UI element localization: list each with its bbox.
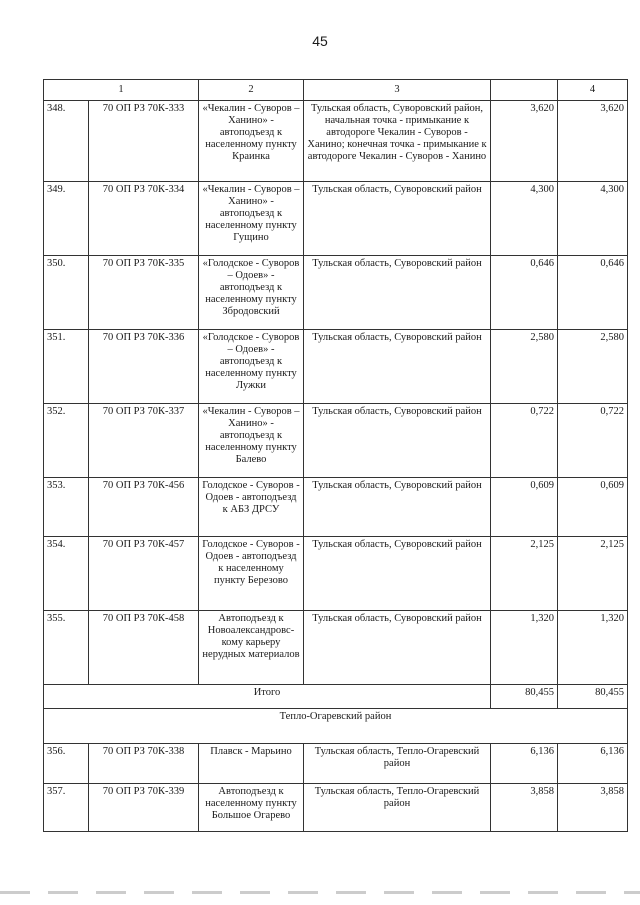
subtotal-label: Итого <box>44 685 491 709</box>
road-code: 70 ОП РЗ 70К-458 <box>89 611 199 685</box>
road-name: Автоподъезд к населенному пункту Большое Огарево <box>199 784 304 832</box>
road-code: 70 ОП РЗ 70К-456 <box>89 478 199 537</box>
road-total: 2,125 <box>558 537 628 611</box>
road-name: Плавск - Марьино <box>199 744 304 784</box>
road-length: 2,580 <box>491 330 558 404</box>
table-row <box>44 478 628 537</box>
row-number: 355. <box>44 611 89 685</box>
road-location: Тульская область, Суворовский район <box>304 182 491 256</box>
road-location: Тульская область, Суворовский район, начальная точка - примыкание к автодороге Чекалин - Суворов - Ханино; конечная точка - примыкание к автодороге Чекалин - Суворов - Ханино <box>304 101 491 182</box>
table-row <box>44 744 628 784</box>
road-code: 70 ОП РЗ 70К-336 <box>89 330 199 404</box>
column-header-3: 3 <box>304 80 491 101</box>
table-row <box>44 611 628 685</box>
road-location: Тульская область, Суворовский район <box>304 537 491 611</box>
section-title: Тепло-Огаревский район <box>44 709 628 744</box>
road-name: «Чекалин - Суворов – Ханино» - автоподъезд к населенному пункту Балево <box>199 404 304 478</box>
road-name: «Чекалин - Суворов – Ханино» - автоподъезд к населенному пункту Гущино <box>199 182 304 256</box>
road-total: 0,646 <box>558 256 628 330</box>
road-code: 70 ОП РЗ 70К-333 <box>89 101 199 182</box>
row-number: 350. <box>44 256 89 330</box>
road-length: 0,609 <box>491 478 558 537</box>
table-row <box>44 182 628 256</box>
section-row <box>44 709 628 744</box>
column-header-2: 2 <box>199 80 304 101</box>
road-length: 0,646 <box>491 256 558 330</box>
row-number: 351. <box>44 330 89 404</box>
road-code: 70 ОП РЗ 70К-335 <box>89 256 199 330</box>
road-location: Тульская область, Суворовский район <box>304 404 491 478</box>
road-location: Тульская область, Суворовский район <box>304 478 491 537</box>
table-row <box>44 404 628 478</box>
road-name: Голодское - Суворов - Одоев - автоподъезд к населенному пункту Березово <box>199 537 304 611</box>
road-total: 0,609 <box>558 478 628 537</box>
column-header-4: 4 <box>558 80 628 101</box>
road-name: Голодское - Суворов - Одоев - автоподъезд к АБЗ ДРСУ <box>199 478 304 537</box>
road-code: 70 ОП РЗ 70К-338 <box>89 744 199 784</box>
road-location: Тульская область, Суворовский район <box>304 611 491 685</box>
road-name: «Чекалин - Суворов – Ханино» - автоподъезд к населенному пункту Краинка <box>199 101 304 182</box>
road-length: 2,125 <box>491 537 558 611</box>
road-length: 4,300 <box>491 182 558 256</box>
road-name: Автоподъезд к Новоалександровс-кому карьеру нерудных материалов <box>199 611 304 685</box>
page-number: 45 <box>312 33 328 49</box>
road-total: 1,320 <box>558 611 628 685</box>
road-total: 3,858 <box>558 784 628 832</box>
scan-artifact-line <box>0 891 640 894</box>
road-length: 0,722 <box>491 404 558 478</box>
subtotal-length: 80,455 <box>491 685 558 709</box>
road-location: Тульская область, Тепло-Огаревский район <box>304 744 491 784</box>
road-code: 70 ОП РЗ 70К-337 <box>89 404 199 478</box>
road-code: 70 ОП РЗ 70К-457 <box>89 537 199 611</box>
row-number: 354. <box>44 537 89 611</box>
roads-table <box>43 79 628 832</box>
road-location: Тульская область, Суворовский район <box>304 330 491 404</box>
road-code: 70 ОП РЗ 70К-334 <box>89 182 199 256</box>
subtotal-row <box>44 685 628 709</box>
column-header-3-value <box>491 80 558 101</box>
row-number: 353. <box>44 478 89 537</box>
road-total: 0,722 <box>558 404 628 478</box>
row-number: 348. <box>44 101 89 182</box>
road-location: Тульская область, Суворовский район <box>304 256 491 330</box>
road-length: 3,620 <box>491 101 558 182</box>
column-header-row <box>44 80 628 101</box>
column-header-1: 1 <box>44 80 199 101</box>
road-total: 6,136 <box>558 744 628 784</box>
road-name: «Голодское - Суворов – Одоев» - автоподъезд к населенному пункту Збродовский <box>199 256 304 330</box>
road-length: 3,858 <box>491 784 558 832</box>
table-row <box>44 101 628 182</box>
table-row <box>44 537 628 611</box>
row-number: 357. <box>44 784 89 832</box>
road-name: «Голодское - Суворов – Одоев» - автоподъезд к населенному пункту Лужки <box>199 330 304 404</box>
row-number: 356. <box>44 744 89 784</box>
road-total: 2,580 <box>558 330 628 404</box>
road-length: 6,136 <box>491 744 558 784</box>
row-number: 349. <box>44 182 89 256</box>
road-length: 1,320 <box>491 611 558 685</box>
table-row <box>44 784 628 832</box>
road-total: 3,620 <box>558 101 628 182</box>
subtotal-total: 80,455 <box>558 685 628 709</box>
table-row <box>44 330 628 404</box>
road-location: Тульская область, Тепло-Огаревский район <box>304 784 491 832</box>
row-number: 352. <box>44 404 89 478</box>
road-code: 70 ОП РЗ 70К-339 <box>89 784 199 832</box>
road-total: 4,300 <box>558 182 628 256</box>
table-row <box>44 256 628 330</box>
